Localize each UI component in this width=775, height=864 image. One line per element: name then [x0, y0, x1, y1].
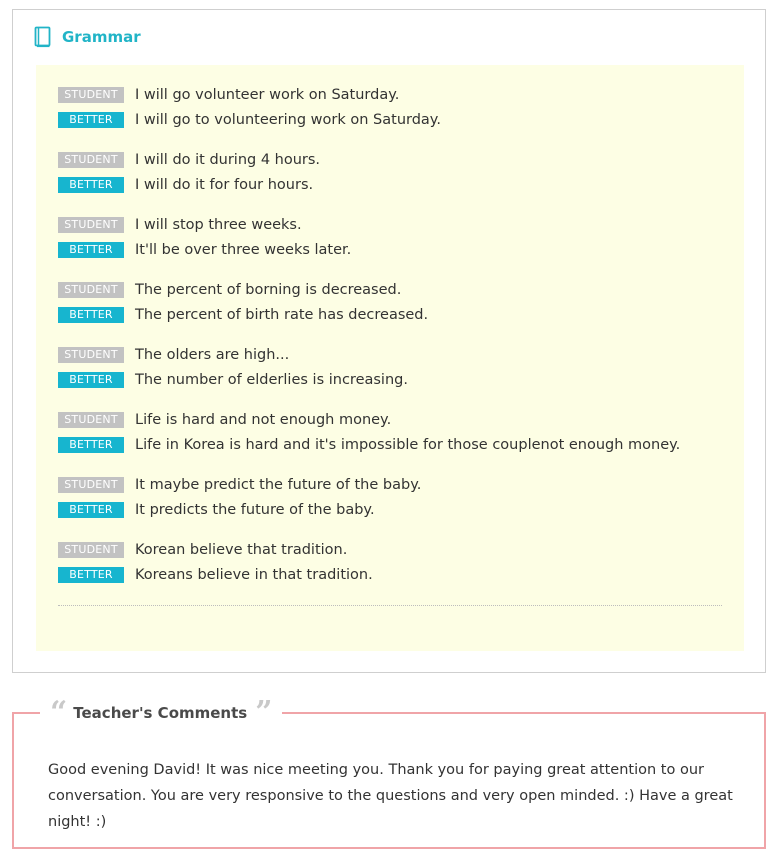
better-badge: BETTER — [58, 177, 124, 193]
student-line — [58, 540, 373, 560]
student-badge: STUDENT — [58, 412, 124, 428]
better-sentence: It predicts the future of the baby. — [135, 502, 375, 518]
correction-pair — [58, 540, 373, 590]
comments-header — [40, 695, 282, 730]
student-line — [58, 85, 441, 105]
student-badge: STUDENT — [58, 542, 124, 558]
better-line — [58, 435, 680, 455]
better-sentence: Life in Korea is hard and it's impossible for those couplenot enough money. — [135, 437, 681, 453]
student-badge: STUDENT — [58, 477, 124, 493]
better-line — [58, 565, 373, 585]
open-quote-icon: “ — [50, 695, 68, 730]
correction-pair — [58, 280, 428, 330]
correction-pair — [58, 150, 320, 200]
better-line — [58, 240, 351, 260]
better-line — [58, 110, 441, 130]
comments-title: Teacher's Comments — [73, 704, 248, 722]
better-sentence: The percent of birth rate has decreased. — [135, 307, 429, 323]
better-line — [58, 175, 320, 195]
comments-body: Good evening David! It was nice meeting you. Thank you for paying great attention to our conversation. You are very responsive to the questions and very open minded. :) Have a great night! :) — [48, 762, 733, 830]
better-badge: BETTER — [58, 567, 124, 583]
student-sentence: I will do it during 4 hours. — [135, 152, 321, 168]
student-sentence: The olders are high... — [135, 347, 290, 363]
student-badge: STUDENT — [58, 87, 124, 103]
student-sentence: The percent of borning is decreased. — [135, 282, 402, 298]
student-line — [58, 475, 421, 495]
better-sentence: The number of elderlies is increasing. — [135, 372, 408, 388]
grammar-title: Grammar — [62, 28, 141, 46]
close-quote-icon: ” — [255, 695, 273, 730]
grammar-panel — [12, 9, 766, 673]
student-line — [58, 345, 408, 365]
corrections-box — [36, 65, 744, 651]
better-sentence: I will do it for four hours. — [135, 177, 314, 193]
student-badge: STUDENT — [58, 152, 124, 168]
better-line — [58, 305, 428, 325]
better-line — [58, 500, 421, 520]
better-badge: BETTER — [58, 112, 124, 128]
better-sentence: Koreans believe in that tradition. — [135, 567, 373, 583]
better-sentence: It'll be over three weeks later. — [135, 242, 352, 258]
student-sentence: It maybe predict the future of the baby. — [135, 477, 422, 493]
better-sentence: I will go to volunteering work on Saturday. — [135, 112, 441, 128]
better-badge: BETTER — [58, 502, 124, 518]
student-badge: STUDENT — [58, 347, 124, 363]
student-line — [58, 280, 428, 300]
student-sentence: I will stop three weeks. — [135, 217, 302, 233]
correction-pair — [58, 410, 680, 460]
dotted-divider — [58, 605, 722, 606]
teacher-comments-panel — [12, 695, 766, 849]
better-line — [58, 370, 408, 390]
student-line — [58, 215, 351, 235]
better-badge: BETTER — [58, 307, 124, 323]
book-icon — [34, 26, 52, 48]
better-badge: BETTER — [58, 437, 124, 453]
student-line — [58, 410, 680, 430]
correction-pair — [58, 85, 441, 135]
better-badge: BETTER — [58, 242, 124, 258]
correction-pair — [58, 345, 408, 395]
student-sentence: Korean believe that tradition. — [135, 542, 348, 558]
student-sentence: I will go volunteer work on Saturday. — [135, 87, 400, 103]
correction-pair — [58, 475, 421, 525]
correction-pair — [58, 215, 351, 265]
student-sentence: Life is hard and not enough money. — [135, 412, 392, 428]
student-badge: STUDENT — [58, 282, 124, 298]
student-badge: STUDENT — [58, 217, 124, 233]
grammar-header — [34, 25, 141, 49]
better-badge: BETTER — [58, 372, 124, 388]
student-line — [58, 150, 320, 170]
